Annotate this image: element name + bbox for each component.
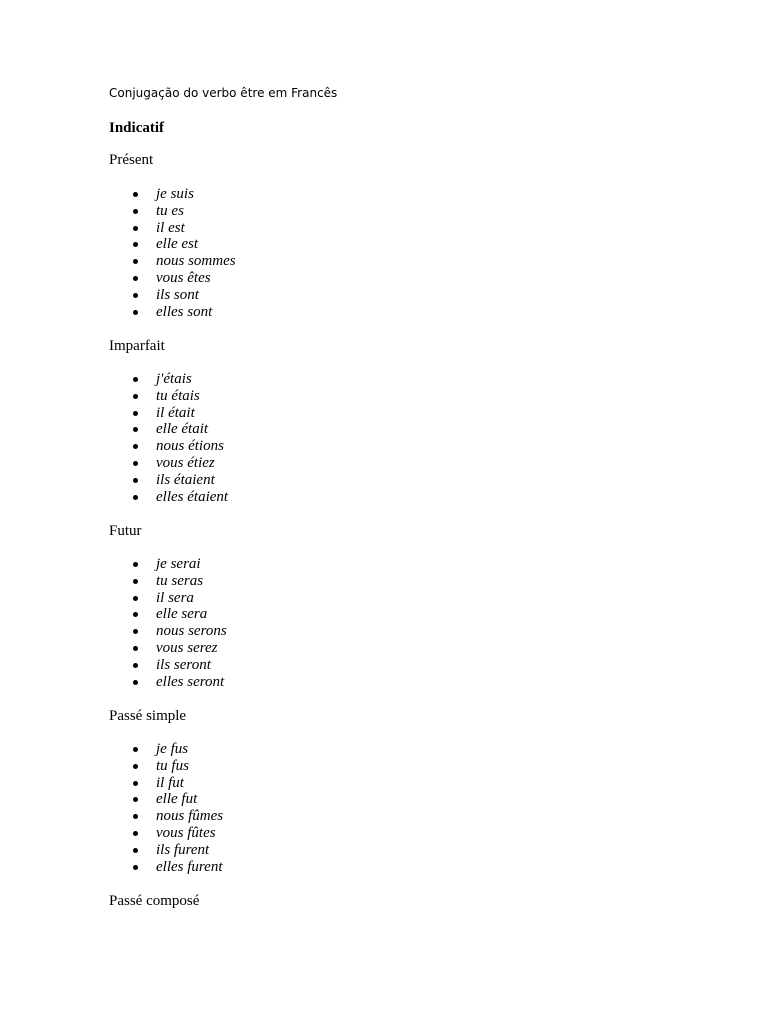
conjugation-form: vous étiez — [156, 454, 215, 471]
conjugation-form: il est — [156, 219, 185, 236]
bullet-icon — [133, 663, 138, 668]
conjugation-form: elle fut — [156, 791, 198, 808]
conjugation-form: nous serons — [156, 623, 227, 640]
bullet-icon — [133, 495, 138, 500]
tense-heading-futur: Futur — [109, 523, 142, 539]
bullet-icon — [133, 209, 138, 214]
conjugation-form: ils seront — [156, 656, 211, 673]
bullet-icon — [133, 226, 138, 231]
conjugation-form: il sera — [156, 589, 194, 606]
conjugation-item — [130, 791, 223, 808]
conjugation-item — [130, 371, 228, 388]
conjugation-item — [130, 825, 223, 842]
tense-heading-present: Présent — [109, 152, 154, 168]
conjugation-list-passe-simple — [130, 741, 223, 875]
bullet-icon — [133, 427, 138, 432]
bullet-icon — [133, 646, 138, 651]
bullet-icon — [133, 848, 138, 853]
conjugation-item — [130, 388, 228, 405]
conjugation-item — [130, 842, 223, 859]
conjugation-form: elles seront — [156, 673, 225, 690]
conjugation-item — [130, 741, 223, 758]
conjugation-item — [130, 590, 227, 607]
mood-heading: Indicatif — [109, 120, 165, 136]
bullet-icon — [133, 377, 138, 382]
conjugation-form: ils furent — [156, 841, 210, 858]
conjugation-form: elles furent — [156, 858, 223, 875]
bullet-icon — [133, 242, 138, 247]
bullet-icon — [133, 764, 138, 769]
conjugation-form: elle sera — [156, 606, 208, 623]
conjugation-form: vous fûtes — [156, 824, 216, 841]
bullet-icon — [133, 831, 138, 836]
conjugation-item — [130, 438, 228, 455]
document-title: Conjugação do verbo être em Francês — [109, 86, 338, 100]
bullet-icon — [133, 411, 138, 416]
bullet-icon — [133, 865, 138, 870]
tense-heading-passe-simple: Passé simple — [109, 708, 187, 724]
conjugation-form: je serai — [156, 556, 201, 572]
conjugation-item — [130, 304, 236, 321]
conjugation-form: ils sont — [156, 286, 199, 303]
conjugation-form: ils étaient — [156, 471, 215, 488]
conjugation-list-present — [130, 186, 236, 320]
bullet-icon — [133, 562, 138, 567]
conjugation-form: elle était — [156, 421, 209, 438]
bullet-icon — [133, 276, 138, 281]
bullet-icon — [133, 394, 138, 399]
bullet-icon — [133, 814, 138, 819]
tense-heading-passe-compose: Passé composé — [109, 893, 200, 909]
bullet-icon — [133, 579, 138, 584]
conjugation-form: il fut — [156, 774, 184, 791]
conjugation-item — [130, 758, 223, 775]
conjugation-item — [130, 657, 227, 674]
bullet-icon — [133, 444, 138, 449]
conjugation-item — [130, 640, 227, 657]
bullet-icon — [133, 478, 138, 483]
conjugation-form: vous êtes — [156, 269, 211, 286]
bullet-icon — [133, 293, 138, 298]
conjugation-list-futur — [130, 556, 227, 690]
conjugation-form: elles étaient — [156, 488, 229, 505]
conjugation-form: je fus — [156, 741, 189, 757]
conjugation-form: il était — [156, 404, 195, 421]
bullet-icon — [133, 596, 138, 601]
conjugation-form: je suis — [156, 186, 194, 202]
conjugation-form: elles sont — [156, 303, 213, 320]
bullet-icon — [133, 192, 138, 197]
conjugation-item — [130, 472, 228, 489]
conjugation-form: tu fus — [156, 757, 189, 774]
conjugation-item — [130, 556, 227, 573]
bullet-icon — [133, 680, 138, 685]
conjugation-form: j'étais — [156, 371, 192, 387]
conjugation-form: tu es — [156, 202, 184, 219]
conjugation-item — [130, 203, 236, 220]
conjugation-form: tu seras — [156, 572, 204, 589]
bullet-icon — [133, 781, 138, 786]
conjugation-item — [130, 287, 236, 304]
conjugation-item — [130, 489, 228, 506]
conjugation-item — [130, 421, 228, 438]
bullet-icon — [133, 259, 138, 264]
conjugation-list-imparfait — [130, 371, 228, 505]
conjugation-item — [130, 674, 227, 691]
bullet-icon — [133, 461, 138, 466]
bullet-icon — [133, 747, 138, 752]
conjugation-item — [130, 573, 227, 590]
conjugation-form: elle est — [156, 236, 199, 253]
conjugation-item — [130, 253, 236, 270]
conjugation-item — [130, 220, 236, 237]
bullet-icon — [133, 310, 138, 315]
bullet-icon — [133, 797, 138, 802]
conjugation-item — [130, 236, 236, 253]
conjugation-item — [130, 808, 223, 825]
conjugation-form: nous sommes — [156, 253, 236, 270]
conjugation-item — [130, 270, 236, 287]
conjugation-item — [130, 186, 236, 203]
bullet-icon — [133, 629, 138, 634]
conjugation-item — [130, 775, 223, 792]
conjugation-item — [130, 606, 227, 623]
bullet-icon — [133, 612, 138, 617]
conjugation-item — [130, 405, 228, 422]
conjugation-form: nous étions — [156, 438, 224, 455]
conjugation-item — [130, 455, 228, 472]
conjugation-form: vous serez — [156, 639, 218, 656]
conjugation-form: tu étais — [156, 387, 200, 404]
conjugation-item — [130, 623, 227, 640]
conjugation-item — [130, 859, 223, 876]
conjugation-form: nous fûmes — [156, 808, 224, 825]
tense-heading-imparfait: Imparfait — [109, 338, 165, 354]
